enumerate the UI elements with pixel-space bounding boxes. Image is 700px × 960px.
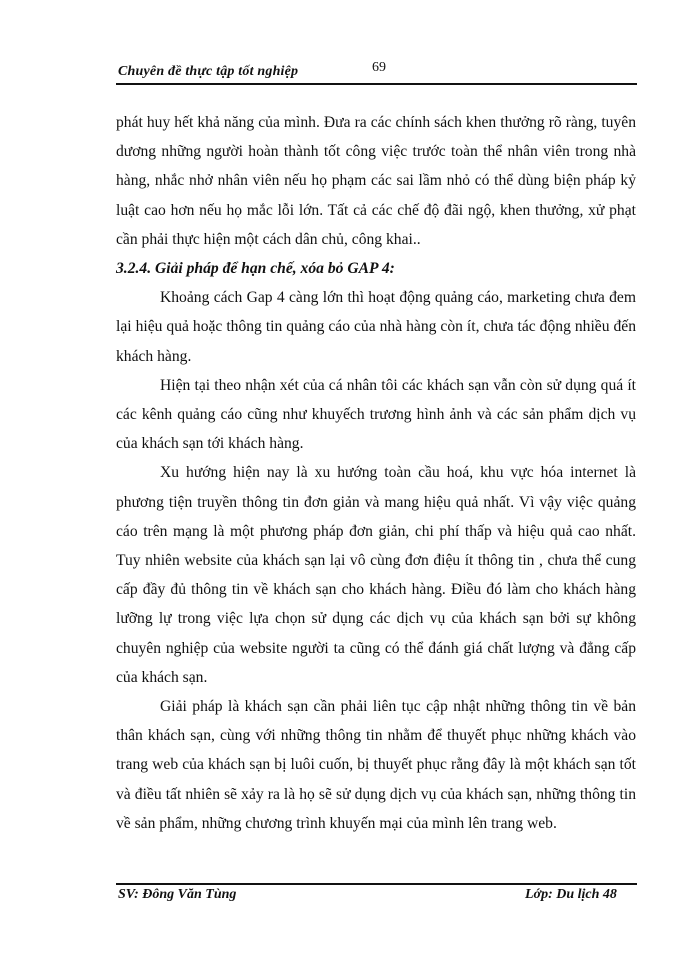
header-title: Chuyên đề thực tập tốt nghiệp bbox=[118, 64, 299, 79]
body-text bbox=[116, 108, 636, 838]
paragraph-3: Hiện tại theo nhận xét của cá nhân tôi các khách sạn vẫn còn sử dụng quá ít các kênh quảng cáo cũng như khuyếch trương hình ảnh và các sản phẩm dịch vụ của khách sạn tới khách hàng. bbox=[116, 376, 636, 453]
footer-class: Lớp: Du lịch 48 bbox=[525, 887, 617, 902]
footer-divider bbox=[116, 883, 637, 885]
paragraph-2: Khoảng cách Gap 4 càng lớn thì hoạt động quảng cáo, marketing chưa đem lại hiệu quả hoặc thông tin quảng cáo của nhà hàng còn ít, chưa tác động nhiều đến khách hàng. bbox=[116, 289, 636, 365]
page-number: 69 bbox=[372, 60, 386, 75]
footer-student: SV: Đông Văn Tùng bbox=[118, 887, 237, 902]
paragraph-1: phát huy hết khả năng của mình. Đưa ra các chính sách khen thưởng rõ ràng, tuyên dương những người hoàn thành tốt công việc trước toàn thể nhân viên trong nhà hàng, nhắc nhở nhân viên nếu họ phạm các sai lầm nhỏ có thể dùng biện pháp kỷ luật cao hơn nếu họ mắc lỗi lớn. Tất cả các chế độ đãi ngộ, khen thưởng, xử phạt cần phải thực hiện một cách dân chủ, công khai.. bbox=[116, 114, 636, 248]
header-divider bbox=[116, 83, 637, 85]
paragraph-5: Giải pháp là khách sạn cần phải liên tục cập nhật những thông tin về bản thân khách sạn, cùng với những thông tin nhằm để thuyết phục những khách vào trang web của khách sạn bị luôi cuốn, bị thuyết phục rằng đây là một khách sạn tốt và điều tất nhiên sẽ xảy ra là họ sẽ sử dụng dịch vụ của khách sạn, những thông tin về sản phẩm, những chương trình khuyến mại của mình lên trang web. bbox=[116, 698, 636, 832]
paragraph-4: Xu hướng hiện nay là xu hướng toàn cầu hoá, khu vực hóa internet là phương tiện truyền thông tin đơn giản và mang hiệu quả nhất. Vì vậy việc quảng cáo trên mạng là một phương pháp đơn giản, chi phí thấp và hiệu quả cao nhất. Tuy nhiên website của khách sạn lại vô cùng đơn điệu ít thông tin , chưa thể cung cấp đầy đủ thông tin về khách sạn cho khách hàng. Điều đó làm cho khách hàng lưỡng lự trong việc lựa chọn sử dụng các dịch vụ của khách sạn bởi sự không chuyên nghiệp của website người ta cũng có thể đánh giá chất lượng và đẳng cấp của khách sạn. bbox=[116, 464, 636, 686]
section-heading: 3.2.4. Giải pháp để hạn chế, xóa bỏ GAP 4: bbox=[116, 260, 395, 278]
